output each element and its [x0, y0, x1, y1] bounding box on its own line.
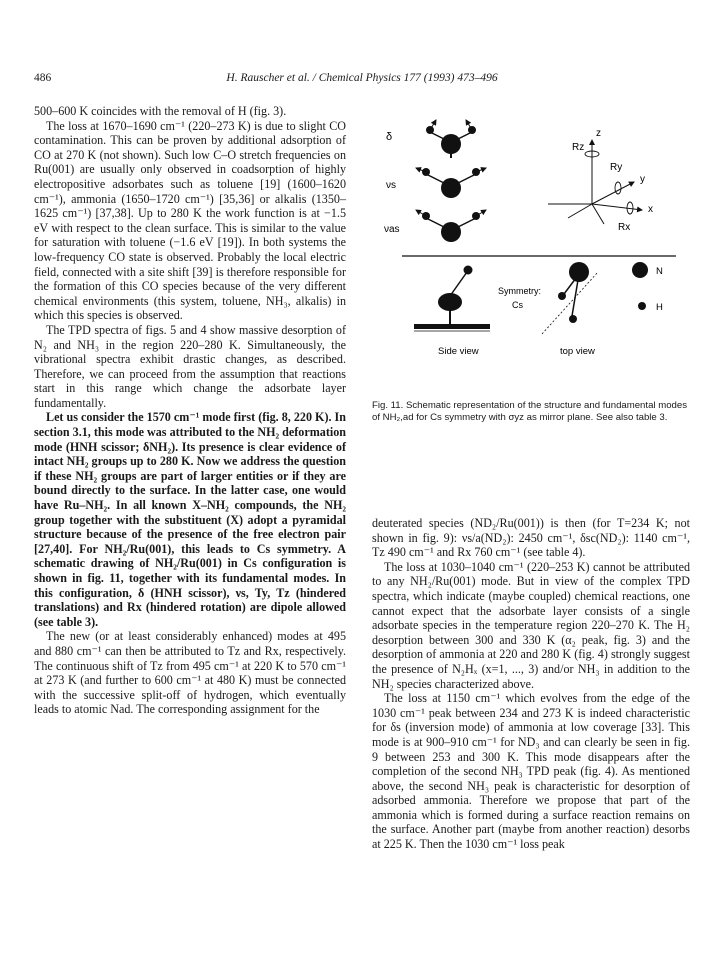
page-header: [34, 72, 690, 88]
figure-legend: [632, 262, 663, 313]
running-head: H. Rauscher et al. / Chemical Physics 177 (1993) 473–496: [226, 72, 498, 84]
legend-h-symbol: [638, 302, 646, 310]
mode-label-nuas: νas: [384, 224, 400, 235]
symmetry-value: Cs: [512, 300, 523, 310]
paragraph: The loss at 1150 cm⁻¹ which evolves from the edge of the 1030 cm⁻¹ peak between 234 and 273 K is indeed characteristic for δs (inversion mode) of ammonia at low coverage [33]. This mode is at 900–910 cm⁻¹ for ND₃ and can clearly be seen in fig. 9 between 253 and 300 K. This mode disappears after the completion of the second NH₃ TPD peak (fig. 4). As mentioned above, the second NH₃ peak is characteristic for desorption of adsorbed ammonia. Therefore we propose that part of the ammonia which is formed during a surface reaction remains on the surface. Another part (maybe from another reaction) desorbs at 225 K. Then the 1030 cm⁻¹ loss peak: [372, 691, 690, 852]
top-view-label: top view: [560, 346, 595, 357]
molecule-delta: [426, 120, 476, 158]
molecule-nu-as: [416, 210, 486, 242]
legend-n-label: N: [656, 266, 663, 277]
figure-caption: Fig. 11. Schematic representation of the structure and fundamental modes of NH₂,ad for Cs symmetry with σyz as mirror plane. See also table 3.: [372, 400, 687, 423]
right-column: [372, 516, 690, 852]
figure-11: [372, 106, 690, 396]
mode-label-nus: νs: [386, 180, 396, 191]
side-view-molecule: [414, 266, 490, 332]
legend-h-label: H: [656, 302, 663, 313]
paragraph: Let us consider the 1570 cm⁻¹ mode first (fig. 8, 220 K). In section 3.1, this mode was attributed to the NH₂ deformation mode (HNH scissor; δNH₂). Its presence is clear evidence of intact NH₂ groups up to 280 K. Now we address the question if these NH₂ groups are part of larger entities or if they are bound directly to the surface. In the latter case, one would have Ru–NH₂. In all known X–NH₂ compounds, the NH₂ group together with the substituent (X) adopt a pyramidal structure because of the presence of the free electron pair [27,40]. For NH₂/Ru(001), this leads to Cs symmetry. A schematic drawing of NH₂/Ru(001) in Cs configuration is shown in fig. 11, together with its fundamental modes. In this configuration, δ (HNH scissor), νs, Ty, Tz (hindered translations) and Rx (hindered rotation) are dipole allowed (see table 3).: [34, 410, 346, 629]
legend-n-symbol: [632, 262, 648, 278]
side-view-label: Side view: [438, 346, 479, 357]
paragraph: The loss at 1670–1690 cm⁻¹ (220–273 K) is due to slight CO contamination. This can be proven by additional adsorption of CO at 270 K (not shown). Such low C–O stretch frequencies on Ru(001) are usually only observed in coadsorption of highly electropositive adsorbates such as toluene [19] (1600–1620 cm⁻¹), ammonia (1650–1720 cm⁻¹) [35,36] or alkalis (1350–1625 cm⁻¹) [37,38]. Up to 280 K the work function is at −1.5 eV with respect to the clean surface. This is similar to the value for saturation with toluene (−1.6 eV [19]). In both systems the low-frequency CO state is observed. Probably the local electric field, connected with a site shift [39] is therefore responsible for the formation of this CO species because of the very different chemical environments (this system, toluene, NH₃, alkalis) in which this species is observed.: [34, 118, 346, 323]
rotation-label-rx: Rx: [618, 222, 631, 233]
rotation-label-rz: Rz: [572, 142, 585, 153]
symmetry-label: Symmetry:: [498, 286, 542, 296]
paragraph: The new (or at least considerably enhanced) modes at 495 and 880 cm⁻¹ can then be attributed to Tz and Rx, respectively. The continuous shift of Tz from 495 cm⁻¹ at 220 K to 570 cm⁻¹ at 273 K (and further to 600 cm⁻¹ at 480 K) must be connected with the successive split-off of hydrogen, which eventually leads to atomic Nad. The corresponding assignment for the: [34, 629, 346, 717]
figure-11-drawing: [372, 106, 690, 396]
axis-label-z: z: [596, 128, 601, 139]
paragraph: The TPD spectra of figs. 5 and 4 show massive desorption of N₂ and NH₃ in the region 220–280 K. Simultaneously, the vibrational spectra exhibit drastic changes, as described. Therefore, we can proceed from the assumption that reactions start in this range which change the adsorbate layer fundamentally.: [34, 322, 346, 410]
axis-label-y: y: [640, 174, 645, 185]
paragraph: 500–600 K coincides with the removal of H (fig. 3).: [34, 104, 287, 118]
rotation-label-ry: Ry: [610, 162, 623, 173]
paragraph: deuterated species (ND₂/Ru(001)) is then (for T=234 K; not shown in fig. 9): νs/a(ND₂): 2450 cm⁻¹, δsc(ND₂): 1140 cm⁻¹, Tz 490 cm⁻¹ and Rx 760 cm⁻¹ (see table 4).: [372, 516, 690, 560]
molecule-nu-s: [416, 168, 486, 198]
coordinate-axes: [548, 128, 653, 233]
axis-label-x: x: [648, 204, 653, 215]
top-view-molecule: [542, 262, 598, 334]
left-column: [34, 104, 346, 717]
paragraph: The loss at 1030–1040 cm⁻¹ (220–253 K) cannot be attributed to any NH₂/Ru(001) mode. But in view of the complex TPD spectra, which indicate (maybe coupled) chemical reactions, one cannot expect that the adsorbate layer consists of a single adsorbate species in the temperature region 220–270 K. The H₂ desorption between 300 and 330 K (α₂ peak, fig. 3) and the desorption of ammonia at 220 and 280 K (fig. 4) strongly suggest the presence of N₂Hₓ (x=1, ..., 3) and/or NH₃ in addition to the NH₂ species characterized above.: [372, 559, 690, 691]
mode-label-delta: δ: [386, 131, 393, 143]
page-number: 486: [34, 72, 52, 84]
